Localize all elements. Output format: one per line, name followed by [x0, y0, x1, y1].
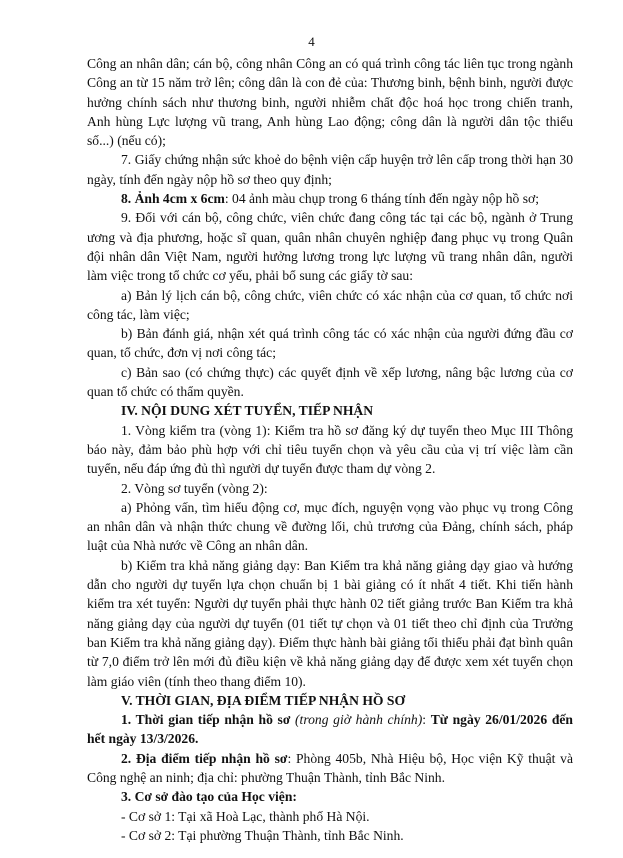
round-1: 1. Vòng kiểm tra (vòng 1): Kiểm tra hồ sơ đăng ký dự tuyển theo Mục III Thông báo này, đảm bảo phù hợp với chỉ tiêu tuyển chọn và yêu cầu của vị trí việc làm cần tuyển, nếu đáp ứng đủ thì người dự tuyển được tham dự vòng 2.: [87, 422, 573, 477]
campus-1: - Cơ sở 1: Tại xã Hoà Lạc, thành phố Hà Nội.: [121, 808, 370, 824]
item-8-photos: [87, 189, 573, 208]
receipt-time-label: 1. Thời gian tiếp nhận hồ sơ: [121, 712, 291, 728]
receipt-location-text: : Phòng 405b, Nhà Hiệu bộ, Học viện Kỹ thuật và Công nghệ an ninh; địa chỉ: phường Thuận Thành, tỉnh Bắc Ninh.: [87, 750, 573, 785]
paragraph-continuation: Công an nhân dân; cán bộ, công nhân Công an có quá trình công tác liên tục trong ngành Công an từ 15 năm trở lên; công dân là con đẻ của: Thương binh, bệnh binh, người được hưởng chính sách như thương binh, người nhiễm chất độc hoá học trong chiến tranh, Anh hùng Lực lượng vũ trang, Anh hùng Lao động; công dân là người dân tộc thiểu số...) (nếu có);: [87, 56, 573, 149]
document-body: [87, 54, 573, 845]
receipt-time-colon: :: [422, 712, 427, 728]
campuses-heading: 3. Cơ sở đào tạo của Học viện:: [121, 789, 297, 805]
round-2b-teaching-test: b) Kiểm tra khả năng giảng dạy: Ban Kiểm tra khả năng giảng dạy giao và hướng dẫn cho người dự tuyển lựa chọn chuẩn bị 1 bài giảng có ít nhất 4 tiết. Khi tiến hành kiểm tra xét tuyển: Người dự tuyển phải thực hành 02 tiết giảng trước Ban Kiểm tra khả năng giảng dạy của người dự tuyển (01 tiết tự chọn và 01 tiết theo chỉ định của Trưởng ban Kiểm tra khả năng giảng dạy). Điểm thực hành bài giảng tối thiểu phải đạt bình quân từ 7,0 điểm trở lên mới đủ điều kiện về khả năng giảng dạy để được xem xét tuyển chọn làm giáo viên (tính theo thang điểm 10).: [87, 557, 573, 689]
receipt-location: [87, 749, 573, 788]
round-2: 2. Vòng sơ tuyển (vòng 2):: [121, 480, 268, 496]
item-9a: a) Bản lý lịch cán bộ, công chức, viên chức có xác nhận của cơ quan, tổ chức nơi công tác, làm việc;: [87, 287, 573, 322]
section-5-heading: V. THỜI GIAN, ĐỊA ĐIỂM TIẾP NHẬN HỒ SƠ: [121, 692, 406, 708]
receipt-time-dates: Từ ngày 26/01/2026 đến hết ngày 13/3/2026.: [87, 712, 573, 747]
item-8-text: : 04 ảnh màu chụp trong 6 tháng tính đến ngày nộp hồ sơ;: [224, 191, 539, 207]
receipt-time-note: (trong giờ hành chính): [295, 712, 423, 728]
item-7-health-certificate: 7. Giấy chứng nhận sức khoẻ do bệnh viện cấp huyện trở lên cấp trong thời hạn 30 ngày, tính đến ngày nộp hồ sơ theo quy định;: [87, 152, 573, 187]
item-9b: b) Bản đánh giá, nhận xét quá trình công tác có xác nhận của người đứng đầu cơ quan, tổ chức, đơn vị nơi công tác;: [87, 326, 573, 361]
item-9c: c) Bản sao (có chứng thực) các quyết định về xếp lương, nâng bậc lương của cơ quan tổ chức có thẩm quyền.: [87, 364, 573, 400]
receipt-time: [87, 710, 573, 749]
item-8-label: 8. Ảnh 4cm x 6cm: [121, 191, 225, 207]
round-2a-interview: a) Phỏng vấn, tìm hiểu động cơ, mục đích, nguyện vọng vào phục vụ trong Công an nhân dân và nhận thức chung về đường lối, chủ trương của Đảng, chính sách, pháp luật của Nhà nước về Công an nhân dân.: [87, 499, 573, 554]
campus-2: - Cơ sở 2: Tại phường Thuận Thành, tỉnh Bắc Ninh.: [121, 827, 404, 843]
page-number: 4: [308, 34, 315, 49]
section-4-heading: IV. NỘI DUNG XÉT TUYỂN, TIẾP NHẬN: [121, 403, 374, 419]
item-9-officials: 9. Đối với cán bộ, công chức, viên chức đang công tác tại các bộ, ngành ở Trung ương và địa phương, hoặc sĩ quan, quân nhân chuyên nghiệp đang phục vụ trong Quân đội nhân dân Việt Nam, người hưởng lương trong lực lượng vũ trang nhân dân, người làm việc trong tổ chức cơ yếu, phải bổ sung các giấy tờ sau:: [87, 210, 573, 284]
receipt-location-label: 2. Địa điểm tiếp nhận hồ sơ: [121, 750, 288, 766]
